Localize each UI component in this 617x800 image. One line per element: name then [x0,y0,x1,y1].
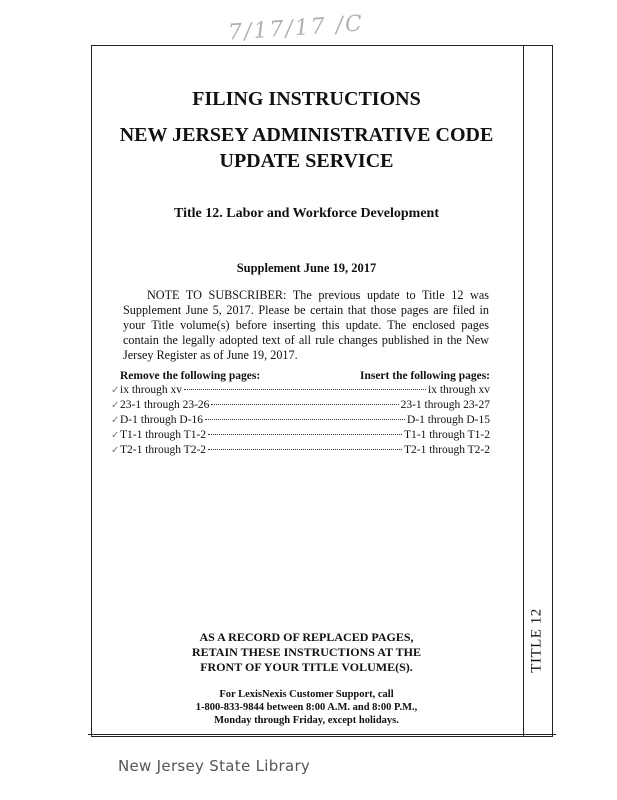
record-line2: RETAIN THESE INSTRUCTIONS AT THE [192,645,421,659]
checkmark-icon: ✓ [111,385,120,396]
supplement-date: Supplement June 19, 2017 [236,261,377,275]
record-line1: AS A RECORD OF REPLACED PAGES, [199,630,414,644]
side-tab-label [522,600,553,680]
record-line3: FRONT OF YOUR TITLE VOLUME(S). [200,660,413,674]
checkmark-icon: ✓ [111,400,120,411]
list-item [111,443,490,458]
insert-pages: 23-1 through 23-27 [400,399,490,411]
remove-pages: D-1 through D-16 [120,414,204,426]
support-line3: Monday through Friday, except holidays. [214,715,399,726]
bottom-rule [88,734,556,735]
code-heading [91,122,522,174]
remove-pages: T2-1 through T2-2 [120,444,207,456]
list-item [111,398,490,413]
dot-leader [184,389,426,390]
title-subheading: Title 12. Labor and Workforce Development [174,206,439,221]
side-tab-text: TITLE 12 [529,607,545,673]
remove-pages: T1-1 through T1-2 [120,429,207,441]
customer-support-notice [91,688,522,727]
handwritten-date-annotation: 7/17/17 /C [227,11,365,46]
list-item [111,383,490,398]
support-line1: For LexisNexis Customer Support, call [219,689,394,700]
note-to-subscriber: NOTE TO SUBSCRIBER: The previous update to Title 12 was Supplement June 5, 2017. Please be certain that those pages are filed in your Title volume(s) before inserting this update. The enclosed pages contain the legally adopted text of all rule changes published in the New Jersey Register as of June 19, 2017. [123,288,489,362]
remove-pages: ix through xv [120,384,182,396]
library-stamp: New Jersey State Library [118,757,311,775]
insert-pages: T1-1 through T1-2 [403,429,490,441]
insert-pages: T2-1 through T2-2 [403,444,490,456]
dot-leader [205,419,405,420]
record-retention-notice [91,630,522,675]
filing-instructions-heading: FILING INSTRUCTIONS [192,88,421,110]
code-heading-line1: NEW JERSEY ADMINISTRATIVE CODE [119,124,494,146]
checkmark-icon: ✓ [111,430,120,441]
insert-pages: D-1 through D-15 [406,414,490,426]
dot-leader [208,449,402,450]
pages-list-header [120,370,490,382]
dot-leader [208,434,402,435]
remove-pages: 23-1 through 23-26 [120,399,210,411]
code-heading-line2: UPDATE SERVICE [219,150,394,172]
dot-leader [211,404,398,405]
list-item [111,413,490,428]
checkmark-icon: ✓ [111,415,120,426]
insert-pages: ix through xv [428,384,490,396]
remove-pages-header: Remove the following pages: [120,370,261,382]
pages-list [111,383,490,458]
list-item [111,428,490,443]
insert-pages-header: Insert the following pages: [359,370,490,382]
support-line2: 1-800-833-9844 between 8:00 A.M. and 8:00 P.M., [195,702,418,713]
checkmark-icon: ✓ [111,445,120,456]
